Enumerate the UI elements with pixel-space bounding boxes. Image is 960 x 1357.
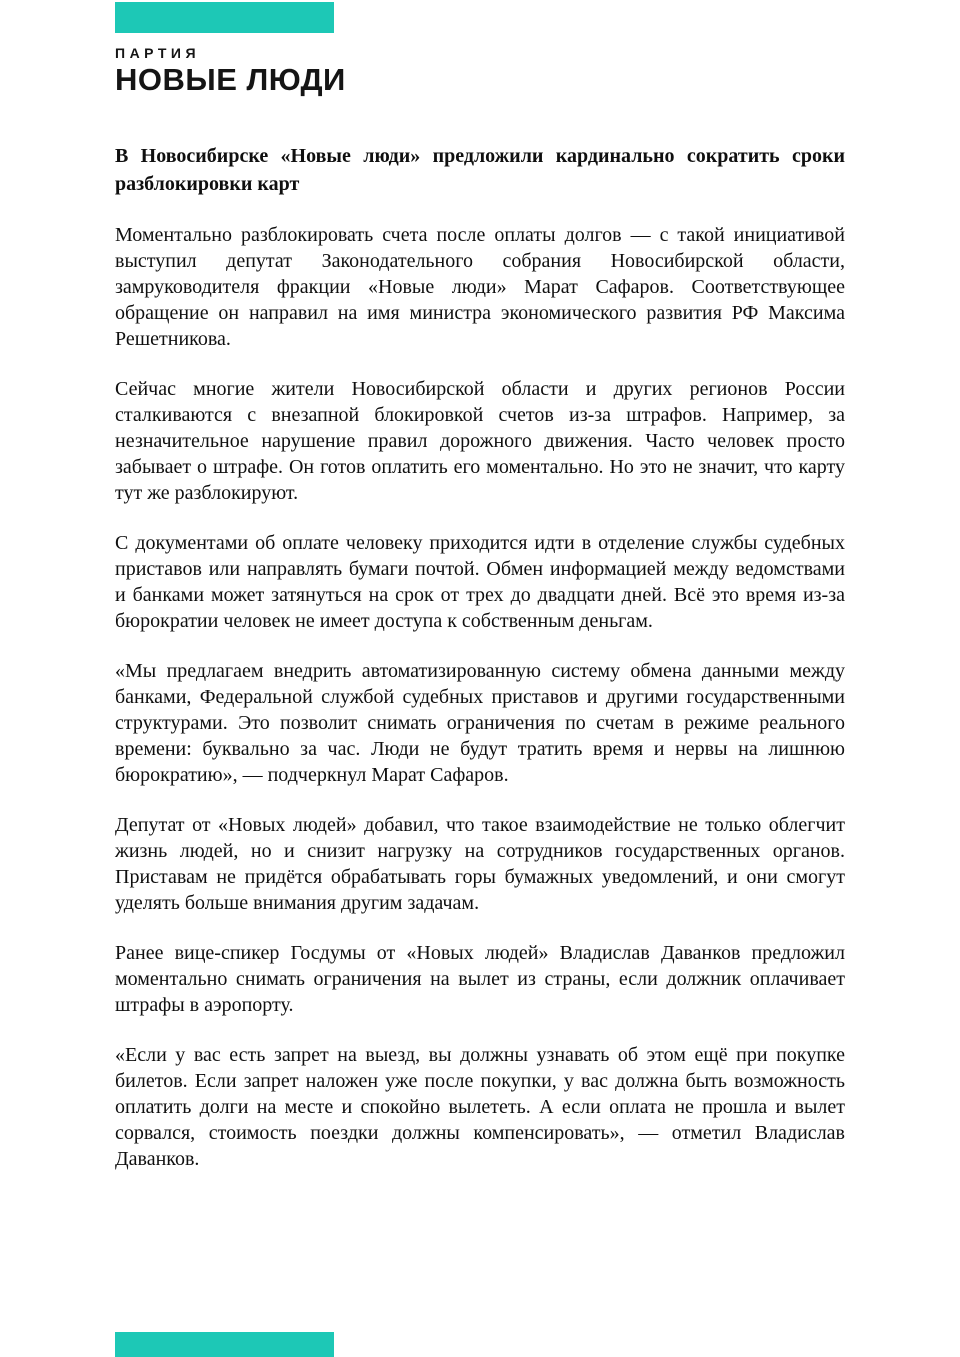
article-paragraph: Сейчас многие жители Новосибирской области и других регионов России сталкиваются с внезапной блокировкой счетов из-за штрафов. Например, за незначительное нарушение правил дорожного движения. Часто человек просто забывает о штрафе. Он готов оплатить его моментально. Но это не значит, что карту тут же разблокируют. [115,378,845,504]
article-paragraph: «Если у вас есть запрет на выезд, вы должны узнавать об этом ещё при покупке билетов. Если запрет наложен уже после покупки, у вас должна быть возможность оплатить долги на месте и спокойно вылететь. А если оплата не прошла и вылет сорвался, стоимость поездки должны компенсировать», — отметил Владислав Даванков. [115,1044,845,1170]
party-logo [115,2,845,96]
article-headline: В Новосибирске «Новые люди» предложили кардинально сократить сроки разблокировки карт [115,145,845,195]
article-paragraph: С документами об оплате человеку приходится идти в отделение службы судебных приставов или направлять бумаги почтой. Обмен информацией между ведомствами и банками может затянуться на срок от трех до двадцати дней. Всё это время из-за бюрократии человек не имеет доступа к собственным деньгам. [115,532,845,632]
article-paragraph: «Мы предлагаем внедрить автоматизированную систему обмена данными между банками, Федеральной службой судебных приставов и другими государственными структурами. Это позволит снимать ограничения по счетам в режиме реального времени: буквально за час. Люди не будут тратить время и нервы на лишнюю бюрократию», — подчеркнул Марат Сафаров. [115,660,845,786]
next-page-accent-bar [115,1332,334,1357]
article [115,142,845,1172]
logo-accent-bar [115,2,334,33]
logo-party-name: НОВЫЕ ЛЮДИ [115,62,346,97]
article-paragraph: Депутат от «Новых людей» добавил, что такое взаимодействие не только облегчит жизнь людей, но и снизит нагрузку на сотрудников государственных органов. Приставам не придётся обрабатывать горы бумажных уведомлений, и они смогут уделять больше внимания другим задачам. [115,814,845,914]
article-paragraph: Моментально разблокировать счета после оплаты долгов — с такой инициативой выступил депутат Законодательного собрания Новосибирской области, замруководителя фракции «Новые люди» Марат Сафаров. Соответствующее обращение он направил на имя министра экономического развития РФ Максима Решетникова. [115,224,845,350]
article-paragraph: Ранее вице-спикер Госдумы от «Новых людей» Владислав Даванков предложил моментально снимать ограничения на вылет из страны, если должник оплачивает штрафы в аэропорту. [115,942,845,1016]
logo-party-label: ПАРТИЯ [115,45,201,61]
